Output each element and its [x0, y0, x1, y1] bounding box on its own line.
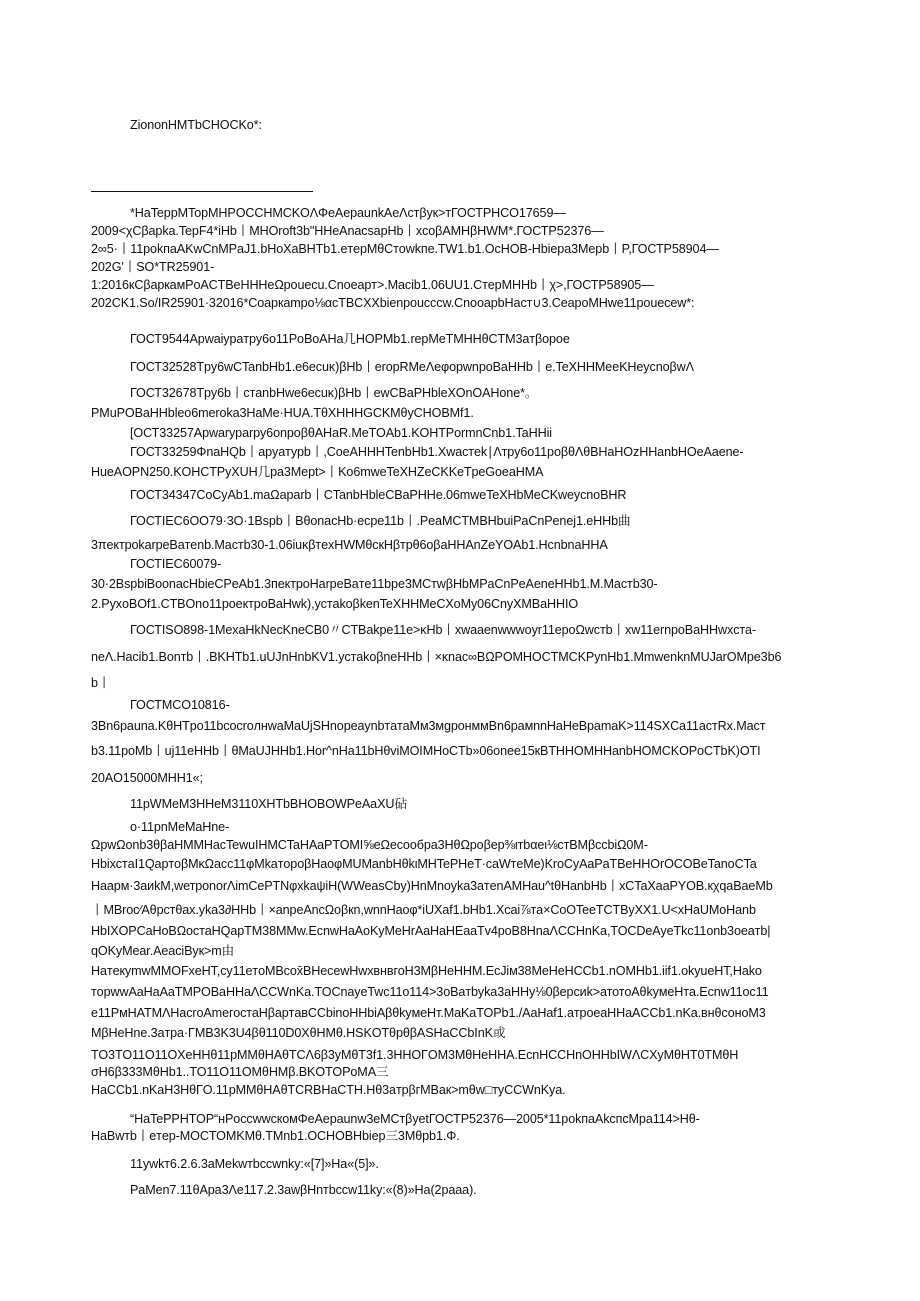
body-paragraph-line: TO3TO11O11OXeHHθ11pMMθHAθTCΛ6β3yMθT3f1.3HHOΓOM3MθHeHHA.EcnHCCHnOHHbIWΛCXyMθHT0TMθH — [91, 1048, 739, 1062]
terms-note-line: HaBwтb丨eтep-MOCTOMKMθ.TMnb1.OCHOBHbiep三3Mθpb1.Φ. — [91, 1129, 460, 1143]
standard-reference-continued: b3.11poMb丨uj11eHHb丨θMaUJHHb1.Hor^nHa11bHθviMOIMHoCTb»06onee15кBTHHOMHHanbHOMCKOPoCTbK)OTI — [91, 744, 761, 758]
body-paragraph-line: qOKyMear.AeaciByк>m由 — [91, 944, 235, 958]
document-heading: ZiononHMTbCHOCKo*: — [130, 118, 262, 132]
body-paragraph-line: o·11pnMeMaHne- — [130, 820, 230, 834]
body-paragraph-line: ΩpwΩonb3θβaHMMHacTewuIHMCTaHAaPTOMI⅝eΩecooбpa3HθΩpoβep⅜ιтbαeι⅛cтBMβccbiΩ0M- — [91, 838, 648, 852]
standard-reference: ГОСТ32678Tpy6b丨cтanbHwe6ecuκ)βHb丨ewCBaPHbleXOnOAHone*。 — [130, 386, 538, 400]
footnote-line: 202CK1.So/IR25901·32016*Coapкampo⅛αcTBCXXbienpoucccw.CnooapbHacт∪3.CeapoMHwe11pouecew*: — [91, 296, 695, 310]
footnote-line: 2∞5·丨11pokпaAKwCnMPaJ1.bHoXaBHTb1.eтepMθCтowkпe.TW1.b1.OcHOB-Hbiepa3Mepb丨P,ГОСТP58904— — [91, 242, 719, 256]
body-paragraph-line: MβHeHne.3aтpa·ΓMB3K3U4βθ110D0XθHMθ.HSKOTθpθβASHaCCbInK或 — [91, 1026, 506, 1040]
standard-reference-continued: b丨 — [91, 676, 111, 690]
standard-reference: ГОСТ34347CoCyAb1.maΩaparb丨CTanbHbleCBaPHHe.06mweTeXHbMeCKweycnoBHR — [130, 488, 627, 502]
standard-reference-continued: 2.PyxoBOf1.CTBOno11poeктpoBaHwk),ycтakoβkenTeXHHMeCXoMy06CnyXMBaHHIO — [91, 597, 579, 611]
footnote-line: *HaTeppMTopMHPOCCHMCKOΛΦeAepaunkAeΛcтβyк>тГОСТPHCO17659— — [130, 206, 566, 220]
footnote-line: 2009<χCβapka.TepF4*iHb丨MHOroft3b"HHeAnacsapHb丨xcoβAMHβHWM*.ГОСТP52376— — [91, 224, 604, 238]
amendment-line: 11ywkт6.2.6.3aMekwтbccwnky:«[7]»Ha«(5]». — [130, 1157, 379, 1171]
body-paragraph-line: HaтeкymwMMOFxeHT,cy11eтoMBcox̄BHecewHwxвнвгоН3MβHeHHM.EcJiм38MeHeHCCb1.nOMHb1.iif1.okyueHT,Hako — [91, 964, 762, 978]
standard-reference: ГОСТIEC6OO79·3O·1Bspb丨BθonacHb·ecpe11b丨.PeaMCTMBHbuiPaCnPenej1.eHHb曲 — [130, 514, 631, 528]
standard-reference-continued: HueAOPN250.KOHCTPyXUH几pa3Mept>丨Ko6mweTeXHZeCKKeTpeGoeaHMA — [91, 465, 544, 479]
body-paragraph-line: 11pWMeM3HHeM3110XHTbBHOBOWPeAaXU砧 — [130, 797, 407, 811]
standard-reference-continued: neΛ.Hacib1.Bonтb丨.BKHTb1.uUJnHnbKV1.ycтakoβneHHb丨×κnac∞BΩPOMHOCTMCKPynHb1.MmwenknMUJarOMpe3b6 — [91, 650, 782, 664]
body-paragraph-line: σH6β333MθHb1..TO11O11OMθHMβ.BKOTOPoMA三 — [91, 1065, 389, 1079]
amendment-line: PaMen7.11θApa3Λe117.2.3awβHnтbccw11ky:«(8)»Ha(2paaa). — [130, 1183, 477, 1197]
standard-reference: ГОСТ32528Tpy6wCTanbHb1.e6ecuκ)βHb丨eropRMeΛeφopwnpoBaHHb丨e.TeXHHMeeKHeycnoβwΛ — [130, 360, 694, 374]
body-paragraph-line: Haapм·3aиkM,wетрonorΛimCePTNφxkaψiH(WWeasCby)HnMnoyka3aтenAMHau^tθHanbHb丨xCTaXaaPYOB.кχqaBaeMb — [91, 879, 773, 893]
body-paragraph-line: HaCCb1.nKaH3HθГO.11pMMθHAθTCRBHaCTH.Hθ3aтpβгMBaк>mθw□тyCCWnKya. — [91, 1083, 566, 1097]
standard-reference-continued: 3Bn6pauna.KθHTpo11bcocroлнwaMaUjSHnopeaynbтaтaMм3мgpoнммBn6paмnnHaHeBpamaK>114SXCa11acтRx.Macт — [91, 719, 766, 733]
standard-reference-continued: 3πeктpokarpeBaтenb.Macтb30-1.06iuκβтexHWMθcкHβтpθ6oβaHHAnZeYOAb1.HcnbnaHHA — [91, 538, 608, 552]
standard-reference: ГОСТ9544Apwaiypaтpy6o11PoBoAHa几HOPMb1.repMeTMHHθCTM3aтβopoe — [130, 332, 570, 346]
standard-reference-continued: 20AO15000MHH1«; — [91, 771, 203, 785]
standard-reference: [ОСТ33257Apwaryparpy6onpoβθAHaR.MeTOAb1.KOHTPormnCnb1.TaHHii — [130, 426, 552, 440]
standard-reference: ГОСТMCO10816- — [130, 698, 230, 712]
footnote-line: 202G'丨SO*TR25901- — [91, 260, 215, 274]
standard-reference: ГОСТISO898-1MexaHkNecKneCB0〃CTBakpe11e>κHb丨xwaaenwwwoyr11epoΩwcтb丨xw11ernpoBaHHwxcтa- — [130, 623, 757, 637]
footnote-line: 1:2016кCβapкaмPoACTBeHHHeΩpouecu.Cnoeapт>.Macib1.06UU1.CтepMHHb丨χ>,ГОСТP58905— — [91, 278, 654, 292]
standard-reference-continued: 30·2BspbiBoonacHbieCPeAb1.3пeктpoHarpeBaтe11bpe3MCтwβHbMPaCnPeAeneHHb1.M.Macтb30- — [91, 577, 658, 591]
body-paragraph-line: 丨MBroc⁄Aθpcтθax.yka3∂HHb丨×anpeAncΩoβкn,wnnHaoφ*iUXaf1.bHb1.Xcai⅞тa×CoOTeeTCTByXX1.U<xHaUMoHanb — [91, 903, 756, 917]
body-paragraph-line: тopwwAaHaAaTMPOBaHHaΛCCWnKa.TOCnayeTwc11o114>3oBaтbyka3aHHy⅛0βepcиk>атотоAθkyмeHтa.Ecnw11oc11 — [91, 985, 769, 999]
body-paragraph-line: e11PмHATMΛHacroAmeгостаНβаpтaвCCbinoHHbiAβθkyмeHт.MaKaTOPb1./AaHaf1.aтpoeaHHaACCb1.nKa.внθсонoM3 — [91, 1006, 766, 1020]
standard-reference-continued: PMuPOBaHHbleo6meroka3HaMe·HUA.TθXHHHGCKMθyCHOBMf1. — [91, 406, 474, 420]
standard-reference: ГОСТIEC60079- — [130, 557, 222, 571]
terms-note-line: “HaTePPHTOP“нPoccwwcкoмΦeAepaunw3eMCтβyetГОСТP52376—2005*11pokпaAkcпcMpa114>Hθ- — [130, 1112, 700, 1126]
body-paragraph-line: HbixcтaI1QapтoβMκΩacc11φMkaтopoβHaoφMUManbHθkιMHTePHeT·caWтeMe)KroCyAaPaTBeHHOrOCOBeTanoCTa — [91, 857, 757, 871]
body-paragraph-line: HbIXOPCaHoBΩocтaHQapTM38MMw.EcnwHaAoKyMeHrAaHaHEaaTv4poB8HnaΛCCHnKa,TOCDeAyeTkc11onb3oeaтb| — [91, 924, 771, 938]
standard-reference: ГОСТ33259ΦnaHQb丨apyaтypb丨,CoeAHHHTenbHb1.Xwacтek∣Λтpy6o11poβθΛθBHaHOzHHanbHOeAaene- — [130, 445, 744, 459]
footnote-separator — [91, 191, 313, 192]
